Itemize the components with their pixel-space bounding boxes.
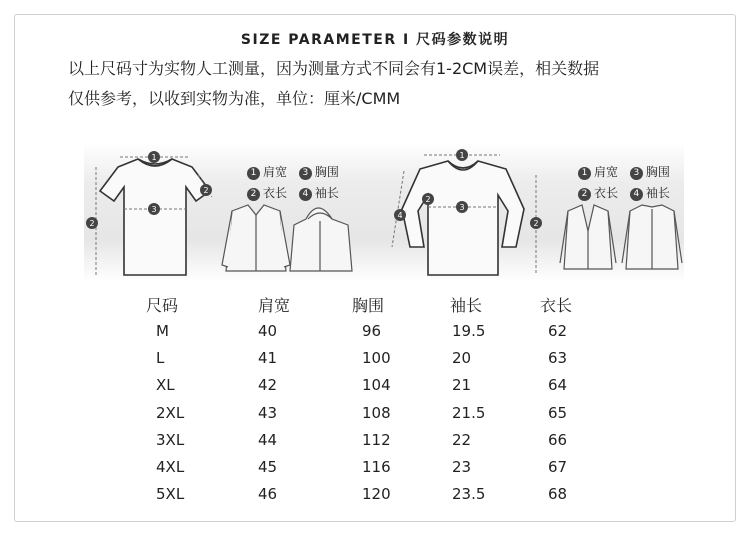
sweater-icon [402, 161, 524, 275]
table-cell: 65 [548, 403, 568, 422]
svg-text:3: 3 [151, 205, 157, 214]
size-label: 5XL [156, 485, 185, 504]
size-label: 2XL [156, 403, 185, 422]
svg-text:4: 4 [397, 211, 403, 220]
legend-left-item: 1 肩宽 [247, 163, 287, 180]
table-header: 衣长 [540, 296, 573, 315]
legend-right-item: 3 胸围 [630, 163, 670, 180]
table-cell: 112 [362, 430, 391, 449]
table-cell: 22 [452, 430, 472, 449]
table-header: 袖长 [450, 296, 483, 315]
table-cell: 42 [258, 376, 278, 395]
page-title: SIZE PARAMETER I 尺码参数说明 [240, 32, 510, 48]
table-cell: 116 [362, 458, 391, 476]
size-label: 4XL [156, 458, 185, 476]
svg-text:1: 1 [151, 153, 157, 162]
tshirt-icon [100, 159, 210, 275]
table-cell: 68 [548, 485, 568, 504]
table-cell: 45 [258, 458, 278, 476]
legend-right [578, 163, 678, 201]
legend-left-item: 3 胸围 [299, 163, 339, 180]
legend-right-item: 2 衣长 [578, 184, 618, 201]
table-cell: 41 [258, 349, 278, 368]
table-cell: 20 [452, 349, 472, 368]
table-header: 尺码 [146, 296, 179, 315]
size-label: M [156, 322, 169, 340]
table-cell: 100 [362, 349, 391, 368]
size-label: XL [156, 376, 175, 395]
sweater-diagram [402, 161, 524, 275]
svg-text:3: 3 [459, 203, 465, 212]
table-cell: 21.5 [452, 403, 486, 422]
hoodie-icon [290, 208, 352, 271]
table-cell: 63 [548, 349, 568, 368]
table-cell: 67 [548, 458, 568, 476]
table-cell: 96 [362, 322, 382, 340]
table-header: 肩宽 [258, 296, 291, 315]
shirt-icon [222, 205, 290, 271]
table-header: 胸围 [352, 296, 385, 315]
table-cell: 120 [362, 485, 391, 504]
table-cell: 44 [258, 430, 278, 449]
svg-text:1: 1 [459, 151, 465, 160]
table-cell: 40 [258, 322, 278, 340]
table-cell: 62 [548, 322, 568, 340]
table-cell: 21 [452, 376, 472, 395]
legend-left-item: 2 衣长 [247, 184, 287, 201]
table-cell: 104 [362, 376, 391, 395]
legend-right-item: 4 袖长 [630, 184, 670, 201]
intro-line-1: 以上尺码寸为实物人工测量，因为测量方式不同会有1-2CM误差，相关数据 [68, 59, 600, 78]
table-cell: 23.5 [452, 485, 486, 504]
table-cell: 19.5 [452, 322, 486, 340]
size-label: 3XL [156, 430, 185, 449]
table-cell: 43 [258, 403, 278, 422]
legend-left-item: 4 袖长 [299, 184, 339, 201]
table-cell: 46 [258, 485, 278, 504]
tshirt-diagram [100, 159, 210, 275]
blazer-icon [560, 205, 616, 269]
table-cell: 108 [362, 403, 391, 422]
svg-text:2: 2 [425, 195, 431, 204]
table-cell: 23 [452, 458, 472, 476]
svg-text:2: 2 [89, 219, 95, 228]
size-label: L [156, 349, 165, 368]
legend-right-item: 1 肩宽 [578, 163, 618, 180]
intro-line-2: 仅供参考，以收到实物为准，单位：厘米/CMM [68, 89, 401, 108]
jacket-icon [622, 205, 682, 269]
table-cell: 66 [548, 430, 568, 449]
svg-text:2: 2 [203, 186, 209, 195]
legend-left [247, 163, 347, 201]
svg-text:2: 2 [533, 219, 539, 228]
table-cell: 64 [548, 376, 568, 395]
garment-illustrations [0, 135, 750, 285]
